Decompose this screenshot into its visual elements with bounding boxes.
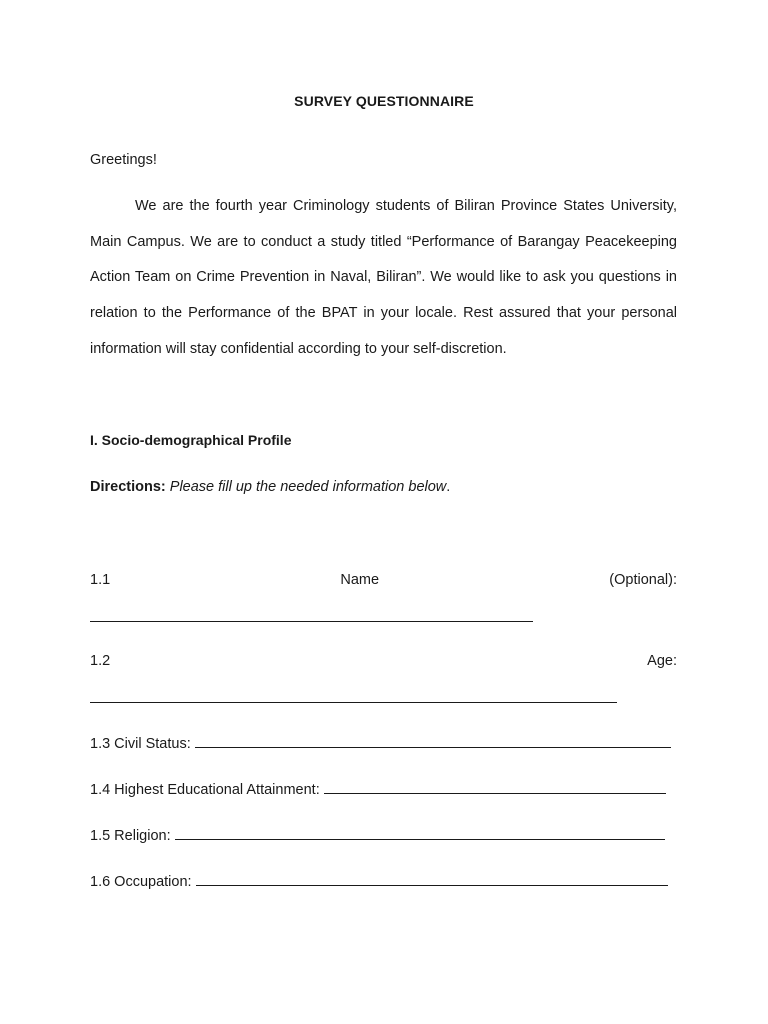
occupation-input-line[interactable] (196, 873, 668, 886)
education-input-line[interactable] (324, 781, 666, 794)
directions-text: Please fill up the needed information below (169, 479, 447, 495)
greeting-text: Greetings! (90, 152, 157, 168)
field-age-label: Age: (647, 653, 677, 669)
field-civil-status-label: 1.3 Civil Status: (90, 736, 191, 752)
directions-lead: Directions: (90, 479, 166, 495)
directions-end: . (446, 479, 451, 495)
field-education-row (90, 781, 666, 798)
field-name-row (90, 572, 677, 588)
field-name-suffix: (Optional): (609, 572, 677, 588)
field-occupation-row (90, 873, 668, 890)
field-age-row (90, 653, 677, 669)
field-religion-label: 1.5 Religion: (90, 828, 171, 844)
age-input-line[interactable] (90, 700, 617, 703)
field-religion-row (90, 827, 665, 844)
section-title: I. Socio-demographical Profile (90, 432, 292, 448)
field-education-label: 1.4 Highest Educational Attainment: (90, 782, 320, 798)
civil-status-input-line[interactable] (195, 735, 671, 748)
directions (90, 479, 450, 495)
name-input-line[interactable] (90, 619, 533, 622)
field-occupation-label: 1.6 Occupation: (90, 874, 192, 890)
field-name-number: 1.1 (90, 572, 111, 588)
intro-paragraph: We are the fourth year Criminology students of Biliran Province States University, Main Campus. We are to conduct a study titled “Performance of Barangay Peacekeeping Action Team on Crime Prevention in Naval, Biliran”. We would like to ask you questions in relation to the Performance of the BPAT in your locale. Rest assured that your personal information will stay confidential according to your self-discretion. (90, 198, 677, 357)
religion-input-line[interactable] (175, 827, 665, 840)
field-age-number: 1.2 (90, 653, 111, 669)
field-civil-status-row (90, 735, 671, 752)
field-name-label: Name (340, 572, 380, 588)
document-title: SURVEY QUESTIONNAIRE (294, 93, 474, 109)
